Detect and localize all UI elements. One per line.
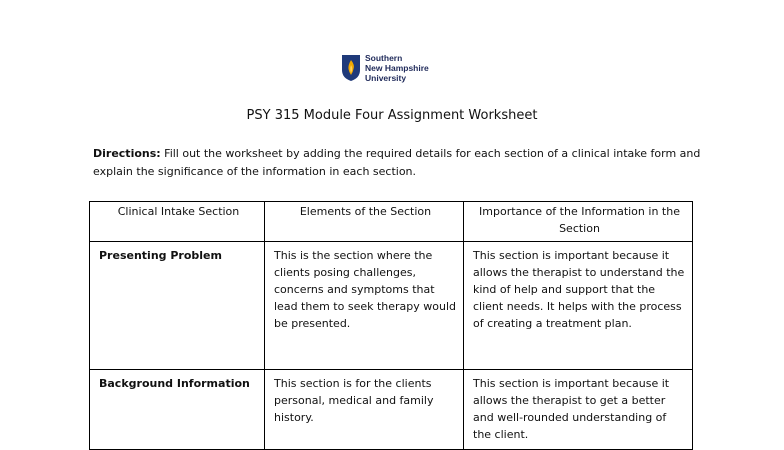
row-elements-text: This section is for the clients personal, medical and family history. — [265, 370, 464, 450]
row-section-label: Background Information — [90, 370, 265, 450]
logo-line-1: Southern — [365, 53, 403, 63]
table-row — [90, 370, 693, 450]
logo-line-2: New Hampshire — [365, 63, 429, 73]
row-importance-text: This section is important because it allows the therapist to understand the kind of help and support that the client needs. It helps with the process of creating a treatment plan. — [464, 242, 693, 370]
logo-line-3: University — [365, 73, 407, 83]
table-row — [90, 242, 693, 370]
row-elements-text: This is the section where the clients posing challenges, concerns and symptoms that lead them to seek therapy would be presented. — [265, 242, 464, 370]
directions-text: Fill out the worksheet by adding the required details for each section of a clinical intake form and explain the significance of the information in each section. — [93, 147, 701, 178]
logo-text — [365, 53, 429, 83]
table-header-row — [90, 202, 693, 242]
row-importance-text: This section is important because it allows the therapist to get a better and well-rounded understanding of the client. — [464, 370, 693, 450]
university-logo — [341, 53, 429, 83]
row-section-label: Presenting Problem — [90, 242, 265, 370]
header-clinical-intake-section: Clinical Intake Section — [90, 202, 265, 242]
header-importance-of-information: Importance of the Information in the Section — [464, 202, 693, 242]
intake-table — [89, 201, 693, 450]
directions-paragraph — [93, 145, 703, 181]
header-elements-of-section: Elements of the Section — [265, 202, 464, 242]
directions-label: Directions: — [93, 147, 161, 160]
shield-flame-icon — [341, 54, 361, 82]
document-title: PSY 315 Module Four Assignment Worksheet — [246, 108, 538, 123]
